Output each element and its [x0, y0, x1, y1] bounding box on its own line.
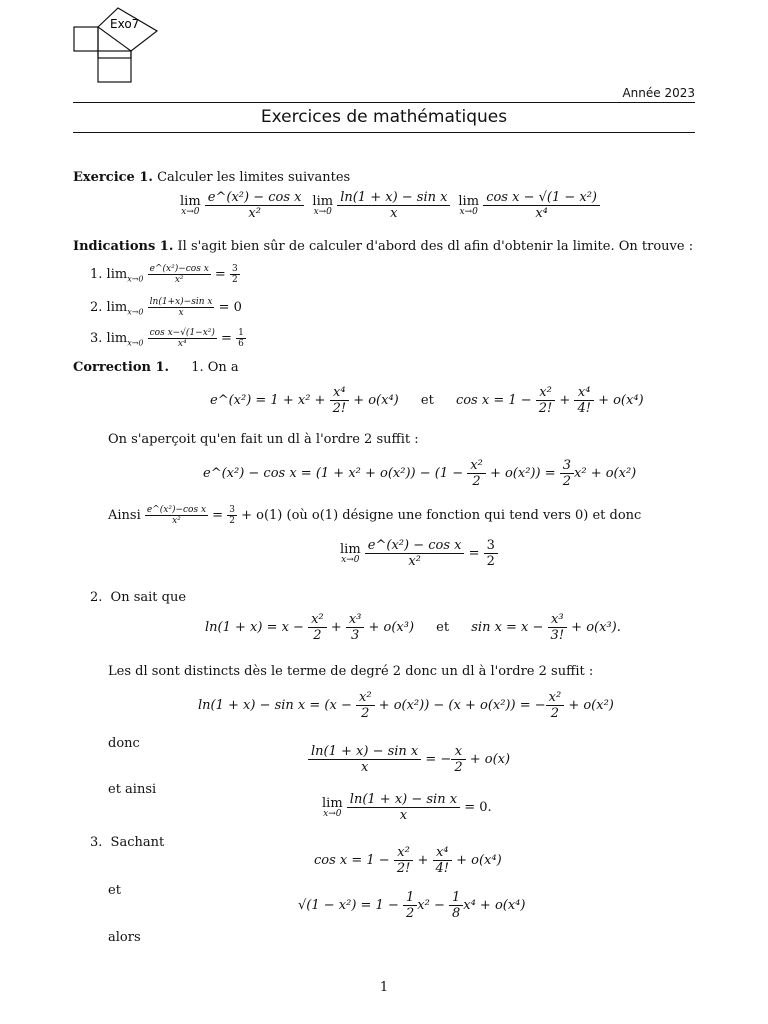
exercise-intro: Calculer les limites suivantes	[157, 170, 351, 185]
p2-equation-3: $\frac{\text{ln(1 + x) − sin x}}{x}$ = − $\frac{x}{2}$ + o(x)	[308, 744, 510, 775]
p3-alors: alors	[108, 930, 141, 945]
p1-equation-3: lim x→0 $\frac{\text{e\textasciicircum{}(x²) − cos x}}{\text{x²}}$ = $\frac{3}{2}$	[340, 538, 498, 569]
p2-text-2: Les dl sont distincts dès le terme de degré 2 donc un dl à l'ordre 2 suffit :	[108, 664, 594, 679]
exo7-logo	[72, 6, 162, 86]
page-number: 1	[379, 980, 389, 995]
indications-label: Indications 1.	[73, 239, 174, 254]
exercise-limit-1: lim x→0 $\frac{\text{e\textasciicircum{}(x²) − cos x}}{\text{x²}}$	[180, 190, 304, 221]
p2-equation-4: lim x→0 $\frac{\text{ln(1 + x) − sin x}}{x}$ = 0.	[322, 792, 492, 823]
exercise-limits	[180, 190, 600, 221]
indication-item-3: 3. $\lim_{x\to 0}$ $\frac{\text{cos x−√(1−x²)}}{\text{x⁴}}$ = $\frac{1}{6}$	[90, 328, 244, 349]
header-rule-bottom	[73, 132, 695, 133]
p2-donc: donc	[108, 736, 140, 751]
p3-et: et	[108, 883, 121, 898]
p3-equation-1: cos x = 1 − $\frac{\text{x²}}{2!}$ + $\frac{\text{x⁴}}{4!}$ + o(x⁴)	[314, 845, 502, 876]
indications-text: Il s'agit bien sûr de calculer d'abord des dl afin d'obtenir la limite. On trouve :	[177, 239, 694, 254]
p1-equation-1: e^(x²) = 1 + x² + $\frac{\text{x⁴}}{2!}$ + o(x⁴) et cos x = 1 − $\frac{\text{x²}}{2!}$ + $\frac{\text{x⁴}}{4!}$ + o(x⁴)	[210, 385, 644, 416]
p3-equation-2: √(1 − x²) = 1 − $\frac{1}{2}$ x² − $\frac{1}{8}$ x⁴ + o(x⁴)	[298, 890, 526, 921]
header-rule-top	[73, 102, 695, 103]
indication-item-2: 2. $\lim_{x\to 0}$ $\frac{\text{ln(1+x)−sin x}}{x}$ = 0	[90, 297, 242, 318]
correction-label: Correction 1.	[73, 360, 170, 375]
p1-equation-2: e^(x²) − cos x = (1 + x² + o(x²)) − (1 − $\frac{\text{x²}}{2}$ + o(x²)) = $\frac{3}{2}$ x² + o(x²)	[203, 458, 637, 489]
p2-equation-1: ln(1 + x) = x − $\frac{\text{x²}}{2}$ + $\frac{\text{x³}}{3}$ + o(x³) et sin x = x − $\frac{\text{x³}}{3!}$ + o(x³).	[205, 612, 621, 643]
p2-equation-2: ln(1 + x) − sin x = (x − $\frac{\text{x²}}{2}$ + o(x²)) − (x + o(x²)) = − $\frac{\text{x²}}{2}$ + o(x²)	[198, 690, 614, 721]
p1-text-3: Ainsi $\frac{\text{e\textasciicircum{}(x²)−cos x}}{\text{x²}}$ = $\frac{3}{2}$ + o(1) (où o(1) désigne une fonction qui tend vers 0) et donc	[108, 505, 642, 526]
indications-heading	[73, 239, 693, 254]
correction-heading: Correction 1. 1. On a	[73, 360, 239, 375]
logo-text: Exo7	[110, 17, 140, 31]
exercise-limit-2: lim x→0 $\frac{\text{ln(1 + x) − sin x}}{x}$	[312, 190, 450, 221]
indication-item-1: 1. $\lim_{x\to 0}$ $\frac{\text{e\textasciicircum{}(x²)−cos x}}{\text{x²}}$ = $\frac{3}{2}$	[90, 264, 238, 285]
exercise-limit-3: lim x→0 $\frac{\text{cos x − √(1 − x²)}}{\text{x⁴}}$	[458, 190, 600, 221]
page-title: Exercices de mathématiques	[260, 107, 508, 127]
exercise-heading	[73, 170, 350, 185]
p1-text-2: On s'aperçoit qu'en fait un dl à l'ordre 2 suffit :	[108, 432, 419, 447]
p2-intro: 2. On sait que	[90, 590, 187, 605]
year-label: Année 2023	[622, 86, 695, 100]
p2-etainsi: et ainsi	[108, 782, 157, 797]
exercise-label: Exercice 1.	[73, 170, 153, 185]
p3-intro: 3. Sachant	[90, 835, 165, 850]
